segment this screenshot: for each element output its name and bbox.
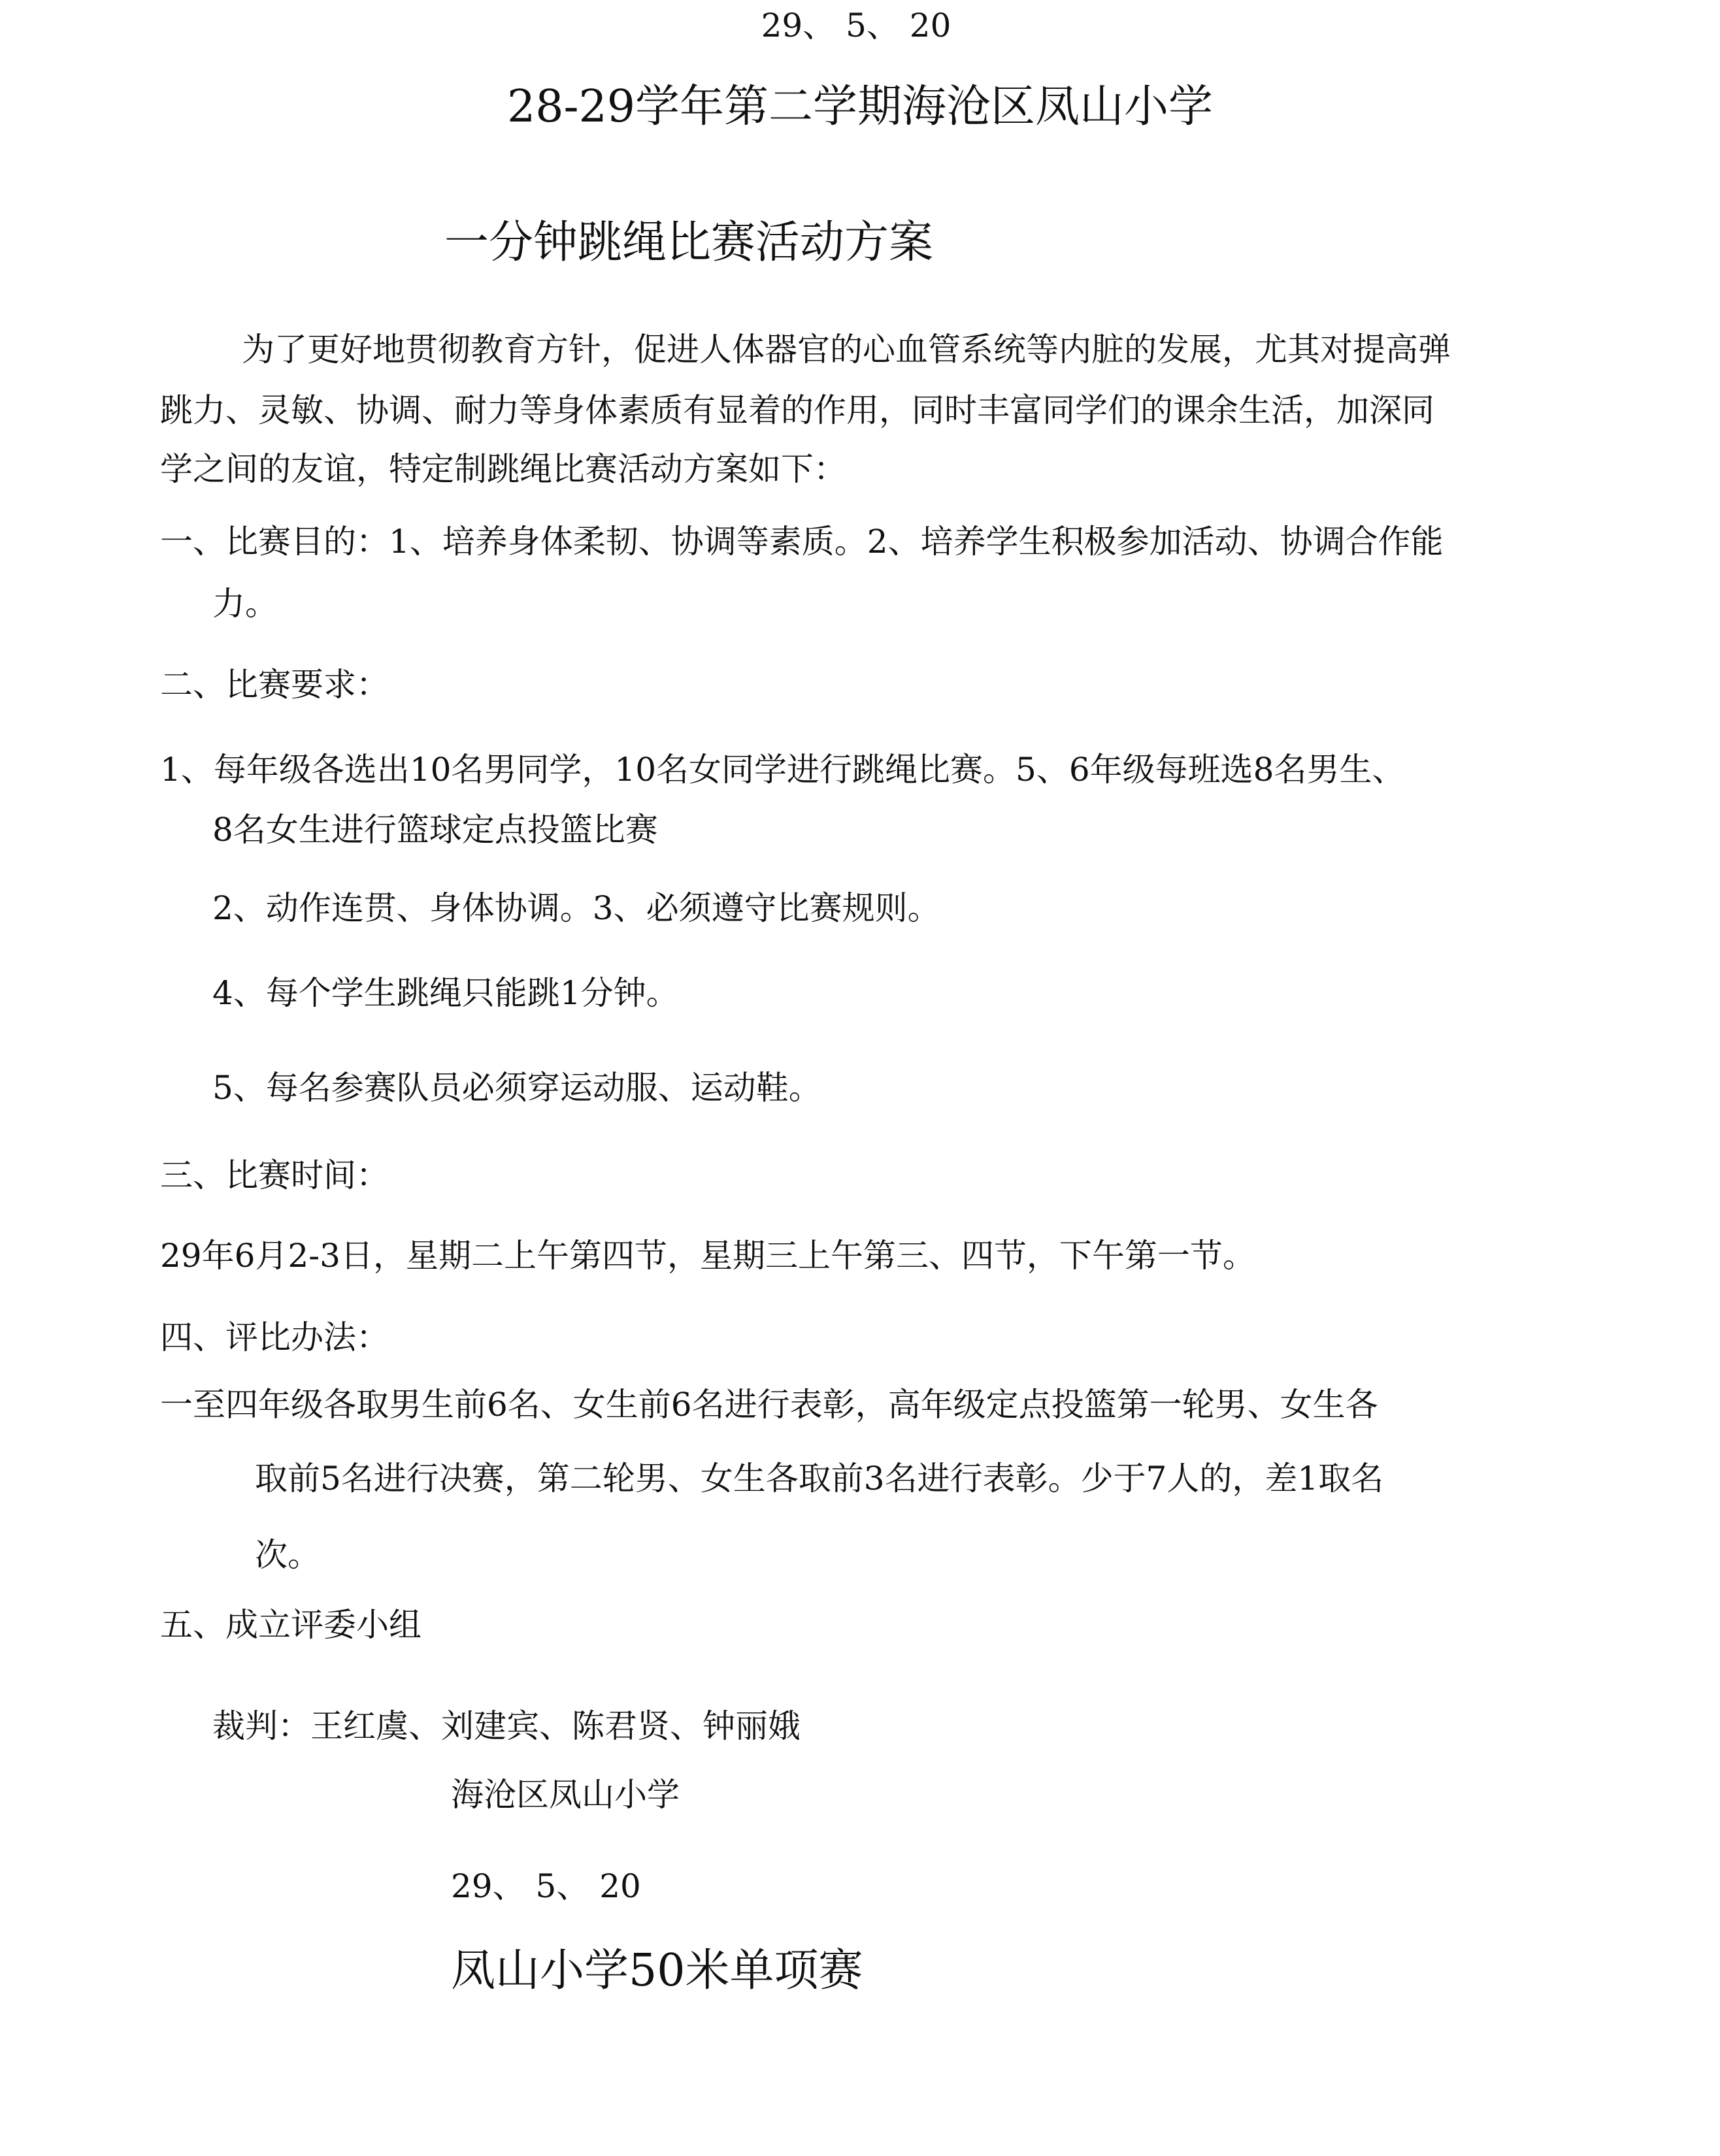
section-3-text: 29年6月2-3日，星期二上午第四节，星期三上午第三、四节，下午第一节。 [160, 1237, 1255, 1275]
section-4-line-2: 取前5名进行决赛，第二轮男、女生各取前3名进行表彰。少于7人的，差1取名 [255, 1460, 1384, 1497]
section-1-line-1: 一、比赛目的：1、培养身体柔韧、协调等素质。2、培养学生积极参加活动、协调合作能 [160, 523, 1444, 561]
intro-line-3: 学之间的友谊，特定制跳绳比赛活动方案如下： [160, 450, 846, 488]
section-4-line-3: 次。 [255, 1536, 320, 1574]
requirement-1-line-1: 1、每年级各选出10名男同学，10名女同学进行跳绳比赛。5、6年级每班选8名男生、 [160, 751, 1405, 789]
requirement-1-line-2: 8名女生进行篮球定点投篮比赛 [212, 811, 658, 849]
signature-date: 29、 5、 20 [451, 1867, 641, 1905]
requirement-2: 2、动作连贯、身体协调。3、必须遵守比赛规则。 [212, 889, 940, 927]
requirement-5: 5、每名参赛队员必须穿运动服、运动鞋。 [212, 1069, 821, 1107]
requirement-4: 4、每个学生跳绳只能跳1分钟。 [212, 974, 679, 1012]
judges-line: 裁判：王红虞、刘建宾、陈君贤、钟丽娥 [212, 1707, 801, 1745]
section-4-heading: 四、评比办法： [160, 1318, 389, 1356]
signature-school: 海沧区凤山小学 [451, 1776, 680, 1814]
document-title: 28-29学年第二学期海沧区凤山小学 [506, 81, 1214, 133]
section-3-heading: 三、比赛时间： [160, 1156, 389, 1194]
next-section-title: 凤山小学50米单项赛 [451, 1945, 863, 1997]
section-2-heading: 二、比赛要求： [160, 666, 389, 704]
top-date: 29、 5、 20 [761, 7, 951, 44]
document-subtitle: 一分钟跳绳比赛活动方案 [444, 217, 934, 269]
intro-line-1: 为了更好地贯彻教育方针，促进人体器官的心血管系统等内脏的发展，尤其对提高弹 [242, 331, 1451, 368]
section-5-heading: 五、成立评委小组 [160, 1606, 422, 1644]
intro-line-2: 跳力、灵敏、协调、耐力等身体素质有显着的作用，同时丰富同学们的课余生活，加深同 [160, 391, 1434, 429]
section-1-line-2: 力。 [212, 585, 278, 623]
section-4-line-1: 一至四年级各取男生前6名、女生前6名进行表彰，高年级定点投篮第一轮男、女生各 [160, 1386, 1378, 1424]
